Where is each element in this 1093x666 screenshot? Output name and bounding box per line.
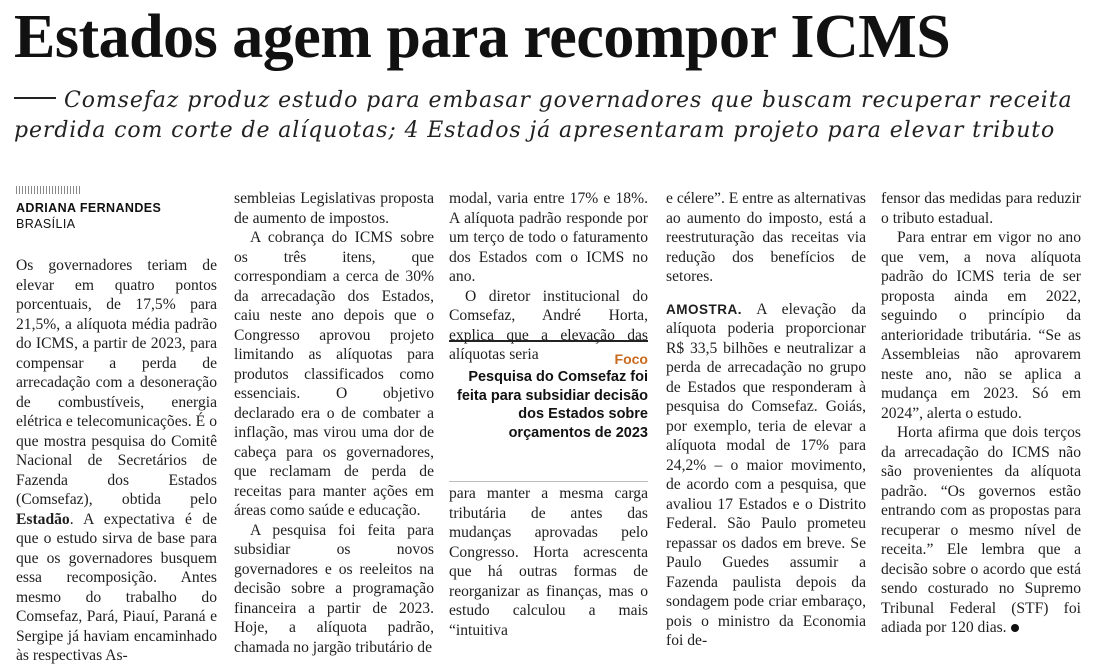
column-2 — [234, 189, 434, 657]
headline: Estados agem para recompor ICMS — [14, 3, 951, 71]
paragraph: O diretor institucional do Comsefaz, André Horta, explica que a elevação das alíquotas seria — [449, 287, 648, 363]
deck-text: Comsefaz produz estudo para embasar governadores que buscam recuperar receita perdida com corte de alíquotas; 4 Estados já apresentaram projeto para elevar tributo — [14, 88, 1073, 143]
paragraph-text: A elevação da alíquota poderia proporcionar R$ 33,5 bilhões e neutralizar a perda de arrecadação no grupo de Estados que responderam à pesquisa do Comsefaz. Goiás, por exemplo, teria de elevar a alíquota modal de 17% para 24,2% – o maior movimento, de acordo com a pesquisa, que avaliou 17 Estados e o Distrito Federal. São Paulo prometeu repassar os dados em breve. Se Paulo Guedes assumir a Fazenda paulista depois da sondagem pode criar embaraço, pois o ministro da Economia foi de- — [666, 300, 866, 649]
paragraph — [666, 300, 866, 651]
paragraph-text: Horta afirma que dois terços da arrecadação do ICMS não são provenientes da alíquota padrão. “Os governos estão entrando com as propostas para recuperar o mesmo nível de receita.” Ele lembra que a decisão sobre o acordo que está sendo costurado no Supremo Tribunal Federal (STF) foi adiada por 120 dias. — [881, 424, 1081, 636]
author-name: ADRIANA FERNANDES — [16, 201, 162, 215]
column-3-continued — [449, 484, 648, 640]
column-4 — [666, 189, 866, 651]
focus-box — [449, 340, 648, 442]
paragraph: sembleias Legislativas proposta de aumento de impostos. — [234, 190, 434, 227]
newspaper-name: Estadão — [16, 510, 70, 528]
paragraph: fensor das medidas para reduzir o tributo estadual. — [881, 190, 1081, 227]
deck-dash — [14, 97, 56, 99]
paragraph-text: Os governadores teriam de elevar em quatro pontos porcentuais, de 17,5% para 21,5%, a alíquota média padrão do ICMS, a partir de 2023, para compensar a perda de arrecadação com a desoneração de combustíveis, energia elétrica e telecomunicações. É o que mostra pesquisa do Comitê Nacional de Secretários de Fazenda dos Estados (Comsefaz), obtida pelo — [16, 257, 217, 508]
deck-subheadline — [14, 86, 1084, 146]
paragraph — [881, 423, 1081, 638]
dateline-location: BRASÍLIA — [16, 217, 76, 231]
paragraph: e célere”. E entre as alternativas ao aumento do imposto, está a reestruturação das receitas via redução dos benefícios de setores. — [666, 190, 866, 285]
paragraph: A cobrança do ICMS sobre os três itens, que correspondiam a cerca de 30% da arrecadação dos Estados, caiu neste ano depois que o Congresso aprovou projeto limitando as alíquotas para produtos classificados como essenciais. O objetivo declarado era o de combater a inflação, mas virou uma dor de cabeça para os governadores, que reclamam de perda de receitas para manter ações em áreas como saúde e educação. — [234, 229, 434, 519]
section-kicker: AMOSTRA. — [666, 301, 742, 317]
paragraph — [16, 256, 217, 666]
column-3 — [449, 189, 648, 365]
byline-ornament — [16, 186, 82, 194]
column-5 — [881, 189, 1081, 638]
end-of-article-icon — [1011, 624, 1019, 632]
focus-label: Foco — [614, 351, 648, 367]
column-1 — [16, 186, 217, 666]
focus-text: Pesquisa do Comsefaz foi feita para subsidiar decisão dos Estados sobre orçamentos de 2023 — [457, 369, 648, 441]
paragraph: Para entrar em vigor no ano que vem, a nova alíquota padrão do ICMS teria de ser proposta ainda em 2022, seguindo o princípio da anterioridade tributária. “Se as Assembleias não aprovarem neste ano, não se aplica a mudança em 2023. Só em 2024”, alerta o estudo. — [881, 229, 1081, 422]
focus-divider — [449, 481, 648, 482]
paragraph-text: . A expectativa é de que o estudo sirva de base para que os governadores busquem essa recomposição. Antes mesmo do trabalho do Comsefaz, Pará, Piauí, Paraná e Sergipe já haviam encaminhado às respectivas As- — [16, 510, 217, 664]
paragraph: A pesquisa foi feita para subsidiar os novos governadores e os reeleitos na decisão sobre a programação financeira a partir de 2023. Hoje, a alíquota padrão, chamada no jargão tributário de — [234, 521, 434, 656]
paragraph: para manter a mesma carga tributária de antes das mudanças aprovadas pelo Congresso. Horta acrescenta que há outras formas de reorganizar as finanças, mas o estudo calculou a mais “intuitiva — [449, 485, 648, 639]
paragraph: modal, varia entre 17% e 18%. A alíquota padrão responde por um terço de todo o faturamento dos Estados com o ICMS no ano. — [449, 190, 648, 285]
